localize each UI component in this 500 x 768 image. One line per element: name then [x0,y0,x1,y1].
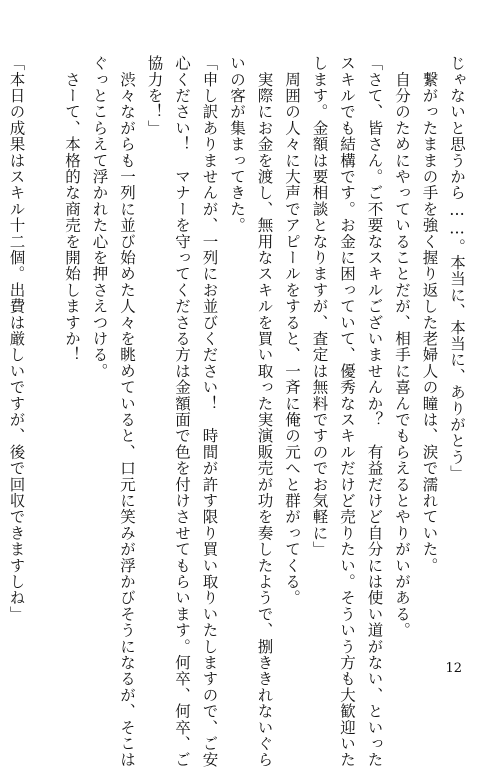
text-line: 繋がったままの手を強く握り返した老婦人の瞳は、涙で濡れていた。 [420,55,439,574]
text-line: 「申し訳ありませんが、一列にお並びください！ 時間が許す限り買い取りいたしますので、ご安 [200,55,219,768]
text-line: 実際にお金を渡し、無用なスキルを買い取った実演販売が功を奏したようで、捌ききれないぐら [255,55,274,768]
text-line: 心ください！ マナーを守ってくださる方は金額面で色を付けさせてもらいます。何卒、何卒、ご [173,55,191,768]
text-line: スキルでも結構です。お金に困っていて、優秀なスキルだけど売りたい。そういう方も大歓迎いた [338,55,356,768]
text-line: 周囲の人々に大声でアピールをすると、一斉に俺の元へと群がってくる。 [283,55,301,606]
page-number: 12 [445,661,462,676]
text-line: します。金額は要相談となりますが、査定は無料ですのでお気軽に」 [310,55,329,558]
text-line: 自分のためにやっていることだが、相手に喜んでもらえるとやりがいがある。 [393,55,411,639]
text-line: 「本日の成果はスキル十二個。出費は厳しいですが、後で回収できますしね」 [7,55,26,622]
text-line: いの客が集まってきた。 [228,55,246,234]
text-line: ぐっとこらえて浮かれた心を押さえつける。 [90,55,109,379]
text-line: 協力を！」 [145,55,164,136]
text-line: 「さて、皆さん。ご不要なスキルございませんか？ 有益だけど自分には使い道がない、といった [365,55,384,768]
text-line: 渋々ながらも一列に並び始めた人々を眺めていると、口元に笑みが浮かびそうになるが、そこは [118,55,136,768]
text-line: さーて、本格的な商売を開始しますか！ [63,55,81,363]
text-line: じゃないと思うから……。本当に、本当に、ありがとう」 [448,55,466,482]
